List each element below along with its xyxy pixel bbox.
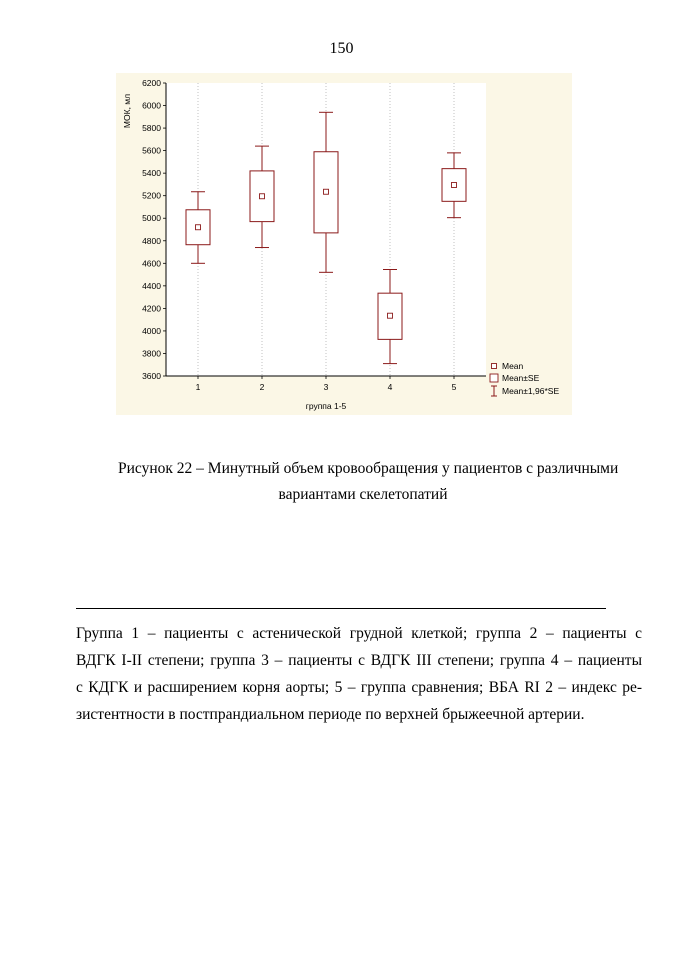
x-tick-label: 2 — [259, 382, 265, 392]
legend-mean-icon — [492, 364, 497, 369]
footnote-line: с КДГК и расширением корня аорты; 5 – группа сравнения; ВБА RI 2 – индекс ре- — [76, 679, 642, 696]
y-tick-label: 5000 — [142, 213, 161, 224]
y-tick-label: 4000 — [142, 325, 161, 336]
footnote-line: Группа 1 – пациенты с астенической грудной клеткой; группа 2 – пациенты с — [76, 625, 642, 642]
y-tick-label: 4200 — [142, 303, 161, 314]
y-tick-label: 5200 — [142, 190, 161, 201]
page-number: 150 — [329, 40, 354, 57]
y-tick-label: 6000 — [142, 100, 161, 111]
legend-label-ci: Mean±1,96*SE — [502, 386, 560, 396]
box-plot-chart — [116, 73, 572, 415]
x-axis-label: группа 1-5 — [305, 401, 347, 411]
y-tick-label: 3800 — [142, 348, 161, 359]
y-tick-label: 3600 — [142, 371, 161, 381]
x-tick-label: 4 — [387, 382, 393, 392]
x-tick-label: 3 — [323, 382, 329, 392]
y-tick-label: 4600 — [142, 258, 161, 269]
y-tick-label: 5800 — [142, 123, 161, 134]
mean-marker — [388, 313, 393, 318]
y-tick-label: 4800 — [142, 235, 161, 246]
y-tick-label: 5400 — [142, 168, 161, 179]
footnote-line: зистентности в постпрандиальном периоде по верхней брыжеечной артерии. — [76, 706, 585, 723]
y-axis-label: МОК, мл — [122, 93, 132, 129]
mean-marker — [324, 189, 329, 194]
figure-caption — [118, 456, 648, 508]
y-tick-label: 5600 — [142, 145, 161, 156]
legend-label-mean: Mean — [502, 361, 524, 371]
mean-marker — [452, 182, 457, 187]
legend-se-icon — [490, 374, 498, 382]
footnote-line: ВДГК I-II степени; группа 3 – пациенты с ВДГК III степени; группа 4 – пациенты — [76, 652, 642, 669]
footnote-separator — [76, 608, 606, 609]
footnote — [76, 620, 642, 728]
mean-marker — [196, 225, 201, 230]
mean-marker — [260, 194, 265, 199]
caption-line-2: вариантами скелетопатий — [278, 486, 448, 503]
x-tick-label: 5 — [451, 382, 457, 392]
y-tick-label: 6200 — [142, 78, 161, 88]
legend-label-se: Mean±SE — [502, 373, 540, 383]
y-tick-label: 4400 — [142, 280, 161, 291]
chart-svg — [116, 73, 572, 415]
x-tick-label: 1 — [195, 382, 201, 392]
caption-line-1: Рисунок 22 – Минутный объем кровообращения у пациентов с различными — [118, 460, 619, 477]
